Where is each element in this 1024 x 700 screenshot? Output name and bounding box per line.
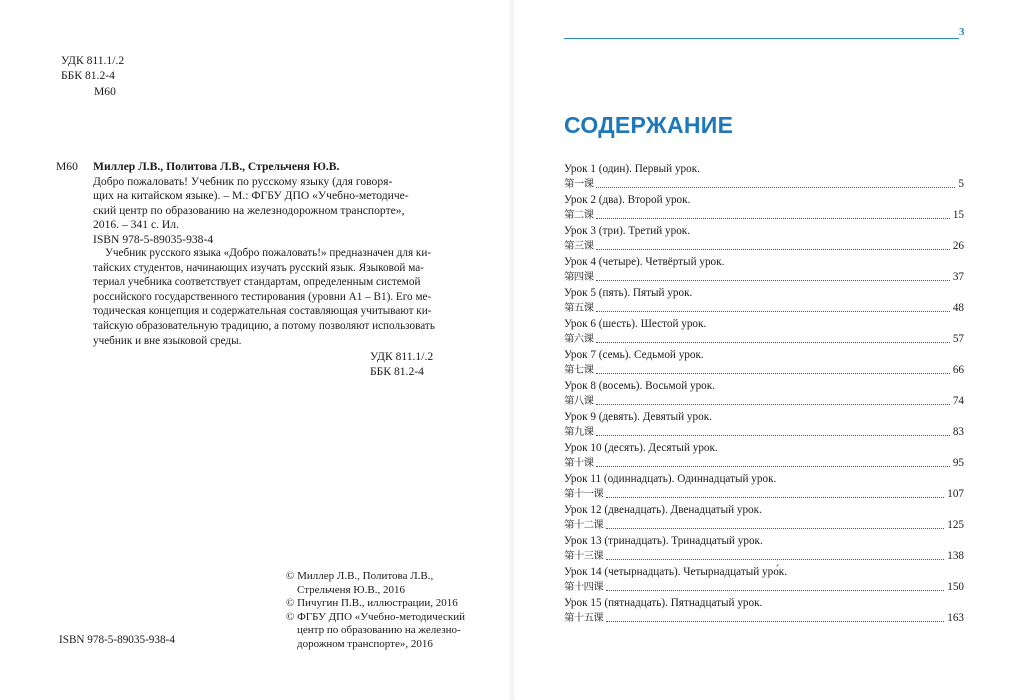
toc-lesson-chinese: 第七课 bbox=[564, 364, 594, 376]
toc-lesson-title: Урок 15 (пятнадцать). Пятнадцатый урок. bbox=[564, 597, 763, 609]
toc-entry[interactable] bbox=[564, 441, 964, 472]
toc-row bbox=[564, 300, 964, 315]
bbk-bottom: ББК 81.2-4 bbox=[370, 365, 424, 378]
toc-leader-dots bbox=[596, 342, 949, 343]
toc-lesson-chinese: 第十一课 bbox=[564, 488, 604, 500]
copyright-line: центр по образованию на железно- bbox=[297, 624, 461, 637]
toc-leader-dots bbox=[606, 559, 944, 560]
toc-lesson-title: Урок 7 (семь). Седьмой урок. bbox=[564, 349, 704, 361]
contents-title: СОДЕРЖАНИЕ bbox=[564, 112, 734, 138]
classification-bottom bbox=[370, 349, 433, 379]
table-of-contents bbox=[564, 162, 964, 627]
toc-page-number: 83 bbox=[952, 426, 964, 438]
toc-page-number: 15 bbox=[952, 209, 964, 221]
toc-entry[interactable] bbox=[564, 565, 964, 596]
toc-row bbox=[564, 269, 964, 284]
toc-lesson-title: Урок 11 (одиннадцать). Одиннадцатый урок. bbox=[564, 473, 777, 485]
udk-bottom: УДК 811.1/.2 bbox=[370, 350, 434, 363]
toc-row bbox=[564, 486, 964, 501]
annotation bbox=[93, 246, 463, 348]
toc-row bbox=[564, 548, 964, 563]
toc-row bbox=[564, 393, 964, 408]
toc-entry[interactable] bbox=[564, 193, 964, 224]
toc-page-number: 138 bbox=[947, 550, 964, 562]
isbn-bottom: ISBN 978-5-89035-938-4 bbox=[59, 634, 175, 646]
toc-lesson-chinese: 第十四课 bbox=[564, 581, 604, 593]
toc-lesson-chinese: 第六课 bbox=[564, 333, 594, 345]
toc-entry[interactable] bbox=[564, 317, 964, 348]
toc-page-number: 57 bbox=[952, 333, 964, 345]
toc-entry[interactable] bbox=[564, 596, 964, 627]
toc-leader-dots bbox=[596, 311, 949, 312]
toc-leader-dots bbox=[606, 528, 944, 529]
toc-page-number: 95 bbox=[952, 457, 964, 469]
toc-lesson-title: Урок 14 (четырнадцать). Четырнадцатый уро́к. bbox=[564, 566, 788, 578]
toc-lesson-title: Урок 5 (пять). Пятый урок. bbox=[564, 287, 693, 299]
toc-lesson-title: Урок 9 (девять). Девятый урок. bbox=[564, 411, 712, 423]
toc-entry[interactable] bbox=[564, 348, 964, 379]
toc-leader-dots bbox=[596, 373, 949, 374]
copyright-line: © Миллер Л.В., Политова Л.В., bbox=[286, 570, 434, 582]
toc-row bbox=[564, 424, 964, 439]
toc-page-number: 26 bbox=[952, 240, 964, 252]
annotation-line: тайских студентов, начинающих изучать русский язык. Языковой ма- bbox=[93, 261, 424, 274]
toc-entry[interactable] bbox=[564, 379, 964, 410]
toc-row bbox=[564, 610, 964, 625]
toc-lesson-chinese: 第五课 bbox=[564, 302, 594, 314]
toc-leader-dots bbox=[596, 249, 949, 250]
toc-leader-dots bbox=[596, 187, 955, 188]
toc-lesson-chinese: 第八课 bbox=[564, 395, 594, 407]
toc-lesson-title: Урок 6 (шесть). Шестой урок. bbox=[564, 318, 707, 330]
toc-leader-dots bbox=[606, 497, 944, 498]
toc-row bbox=[564, 176, 964, 191]
toc-row bbox=[564, 207, 964, 222]
toc-lesson-chinese: 第四课 bbox=[564, 271, 594, 283]
toc-entry[interactable] bbox=[564, 255, 964, 286]
toc-page-number: 125 bbox=[947, 519, 964, 531]
toc-lesson-title: Урок 10 (десять). Десятый урок. bbox=[564, 442, 718, 454]
toc-leader-dots bbox=[596, 404, 949, 405]
authors: Миллер Л.В., Политова Л.В., Стрельченя Ю.В. bbox=[93, 160, 340, 173]
toc-row bbox=[564, 331, 964, 346]
toc-entry[interactable] bbox=[564, 534, 964, 565]
bib-line: ский центр по образованию на железнодорожном транспорте», bbox=[93, 203, 405, 217]
copyright-line: © Пичугин П.В., иллюстрации, 2016 bbox=[286, 597, 458, 610]
toc-page-number: 150 bbox=[947, 581, 964, 593]
toc-page-number: 107 bbox=[947, 488, 964, 500]
toc-lesson-title: Урок 12 (двенадцать). Двенадцатый урок. bbox=[564, 504, 762, 516]
toc-page-number: 163 bbox=[947, 612, 964, 624]
toc-leader-dots bbox=[596, 466, 949, 467]
toc-lesson-chinese: 第三课 bbox=[564, 240, 594, 252]
toc-leader-dots bbox=[596, 280, 949, 281]
toc-page-number: 5 bbox=[958, 178, 964, 190]
toc-lesson-chinese: 第二课 bbox=[564, 209, 594, 221]
toc-leader-dots bbox=[606, 621, 944, 622]
toc-leader-dots bbox=[596, 435, 949, 436]
bib-line: 2016. – 341 с. Ил. bbox=[93, 218, 179, 232]
toc-lesson-title: Урок 8 (восемь). Восьмой урок. bbox=[564, 380, 715, 392]
author-mark: М60 bbox=[56, 160, 78, 173]
toc-lesson-chinese: 第十五课 bbox=[564, 612, 604, 624]
toc-page-number: 37 bbox=[952, 271, 964, 283]
page-number: 3 bbox=[959, 26, 965, 38]
toc-page-number: 48 bbox=[952, 302, 964, 314]
header-rule bbox=[564, 38, 959, 39]
toc-leader-dots bbox=[606, 590, 944, 591]
toc-lesson-title: Урок 2 (два). Второй урок. bbox=[564, 194, 691, 206]
toc-lesson-title: Урок 3 (три). Третий урок. bbox=[564, 225, 691, 237]
toc-entry[interactable] bbox=[564, 503, 964, 534]
toc-lesson-chinese: 第十二课 bbox=[564, 519, 604, 531]
author-mark-top: М60 bbox=[94, 85, 116, 98]
toc-entry[interactable] bbox=[564, 162, 964, 193]
toc-lesson-title: Урок 1 (один). Первый урок. bbox=[564, 163, 700, 175]
copyright-line: дорожном транспорте», 2016 bbox=[297, 637, 433, 650]
annotation-line: тайскую образовательную традицию, а потому позволяют использовать bbox=[93, 319, 435, 332]
annotation-line: тодическая концепция и содержательная составляющая учитывают ки- bbox=[93, 305, 432, 318]
toc-leader-dots bbox=[596, 218, 949, 219]
copyright-block bbox=[286, 570, 496, 652]
bibliographic-record bbox=[93, 160, 463, 248]
annotation-line: учебник и вне языковой среды. bbox=[93, 334, 242, 347]
copyright-line: Стрельченя Ю.В., 2016 bbox=[297, 583, 405, 596]
toc-row bbox=[564, 517, 964, 532]
toc-entry[interactable] bbox=[564, 472, 964, 503]
toc-row bbox=[564, 238, 964, 253]
annotation-line: российского государственного тестирования (уровни А1 – В1). Его ме- bbox=[93, 290, 432, 303]
toc-lesson-title: Урок 13 (тринадцать). Тринадцатый урок. bbox=[564, 535, 763, 547]
toc-lesson-title: Урок 4 (четыре). Четвёртый урок. bbox=[564, 256, 725, 268]
annotation-line: териал учебника соответствует стандартам, определенным системой bbox=[93, 276, 421, 289]
toc-page-number: 66 bbox=[952, 364, 964, 376]
toc-lesson-chinese: 第九课 bbox=[564, 426, 594, 438]
copyright-line: © ФГБУ ДПО «Учебно-методический bbox=[286, 610, 465, 623]
toc-row bbox=[564, 579, 964, 594]
toc-row bbox=[564, 362, 964, 377]
toc-lesson-chinese: 第十课 bbox=[564, 457, 594, 469]
annotation-line: Учебник русского языка «Добро пожаловать!» предназначен для ки- bbox=[105, 247, 432, 259]
toc-lesson-chinese: 第十三课 bbox=[564, 550, 604, 562]
toc-page-number: 74 bbox=[952, 395, 964, 407]
bib-line: Добро пожаловать! Учебник по русскому языку (для говоря- bbox=[93, 174, 393, 188]
right-page bbox=[512, 0, 1024, 700]
isbn: ISBN 978-5-89035-938-4 bbox=[93, 232, 214, 246]
bib-line: щих на китайском языке). – М.: ФГБУ ДПО «Учебно-методиче- bbox=[93, 189, 409, 203]
toc-entry[interactable] bbox=[564, 286, 964, 317]
toc-lesson-chinese: 第一课 bbox=[564, 178, 594, 190]
udk-top: УДК 811.1/.2 bbox=[61, 54, 125, 67]
toc-entry[interactable] bbox=[564, 224, 964, 255]
bbk-top: ББК 81.2-4 bbox=[61, 69, 115, 82]
toc-entry[interactable] bbox=[564, 410, 964, 441]
toc-row bbox=[564, 455, 964, 470]
